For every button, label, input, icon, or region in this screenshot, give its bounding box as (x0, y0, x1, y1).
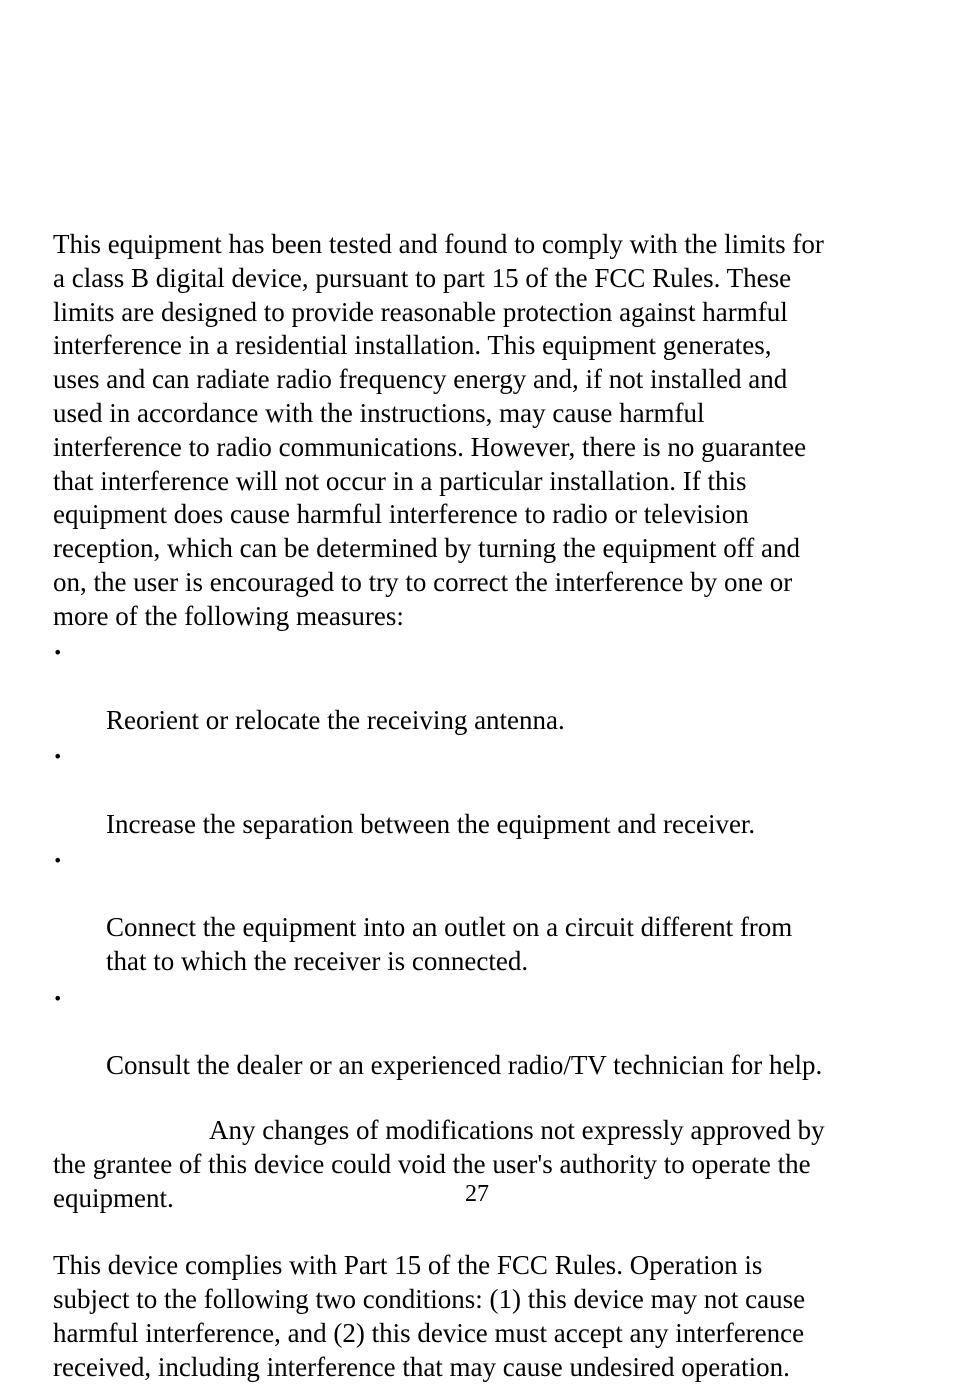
list-item (53, 982, 903, 1083)
list-item (53, 844, 903, 979)
list-item (53, 636, 903, 737)
bullet-icon: • (53, 643, 63, 663)
measure-text: Consult the dealer or an experienced radio/TV technician for help. (106, 1050, 823, 1081)
bullet-icon: • (53, 988, 63, 1008)
list-item (53, 740, 903, 841)
measure-text: Reorient or relocate the receiving antenna. (106, 704, 565, 735)
fcc-class-b-paragraph: This equipment has been tested and found to comply with the limits for a class B digital device, pursuant to part 15 of the FCC Rules. These limits are designed to provide reasonable protection against harmful interference in a residential installation. This equipment generates, uses and can radiate radio frequency energy and, if not installed and used in accordance with the instructions, may cause harmful interference to radio communications. However, there is no guarantee that interference will not occur in a particular installation. If this equipment does cause harmful interference to radio or television reception, which can be determined by turning the equipment off and on, the user is encouraged to try to correct the interference by one or more of the following measures: (53, 229, 824, 631)
measure-text: Connect the equipment into an outlet on a circuit different from that to which the receiver is connected. (106, 912, 793, 977)
page-number: 27 (465, 1181, 489, 1207)
measure-text: Increase the separation between the equipment and receiver. (106, 808, 756, 839)
bullet-icon: • (53, 850, 63, 870)
modifications-text: Any changes of modifications not expressly approved by the grantee of this device could void the user's authority to operate the equipment. (53, 1114, 825, 1213)
part-15-compliance-paragraph: This device complies with Part 15 of the FCC Rules. Operation is subject to the following two conditions: (1) this device may not cause harmful interference, and (2) this device must accept any interference received, including interference that may cause undesired operation. (53, 1250, 806, 1382)
measures-list (53, 636, 903, 1083)
bullet-icon: • (53, 746, 63, 766)
